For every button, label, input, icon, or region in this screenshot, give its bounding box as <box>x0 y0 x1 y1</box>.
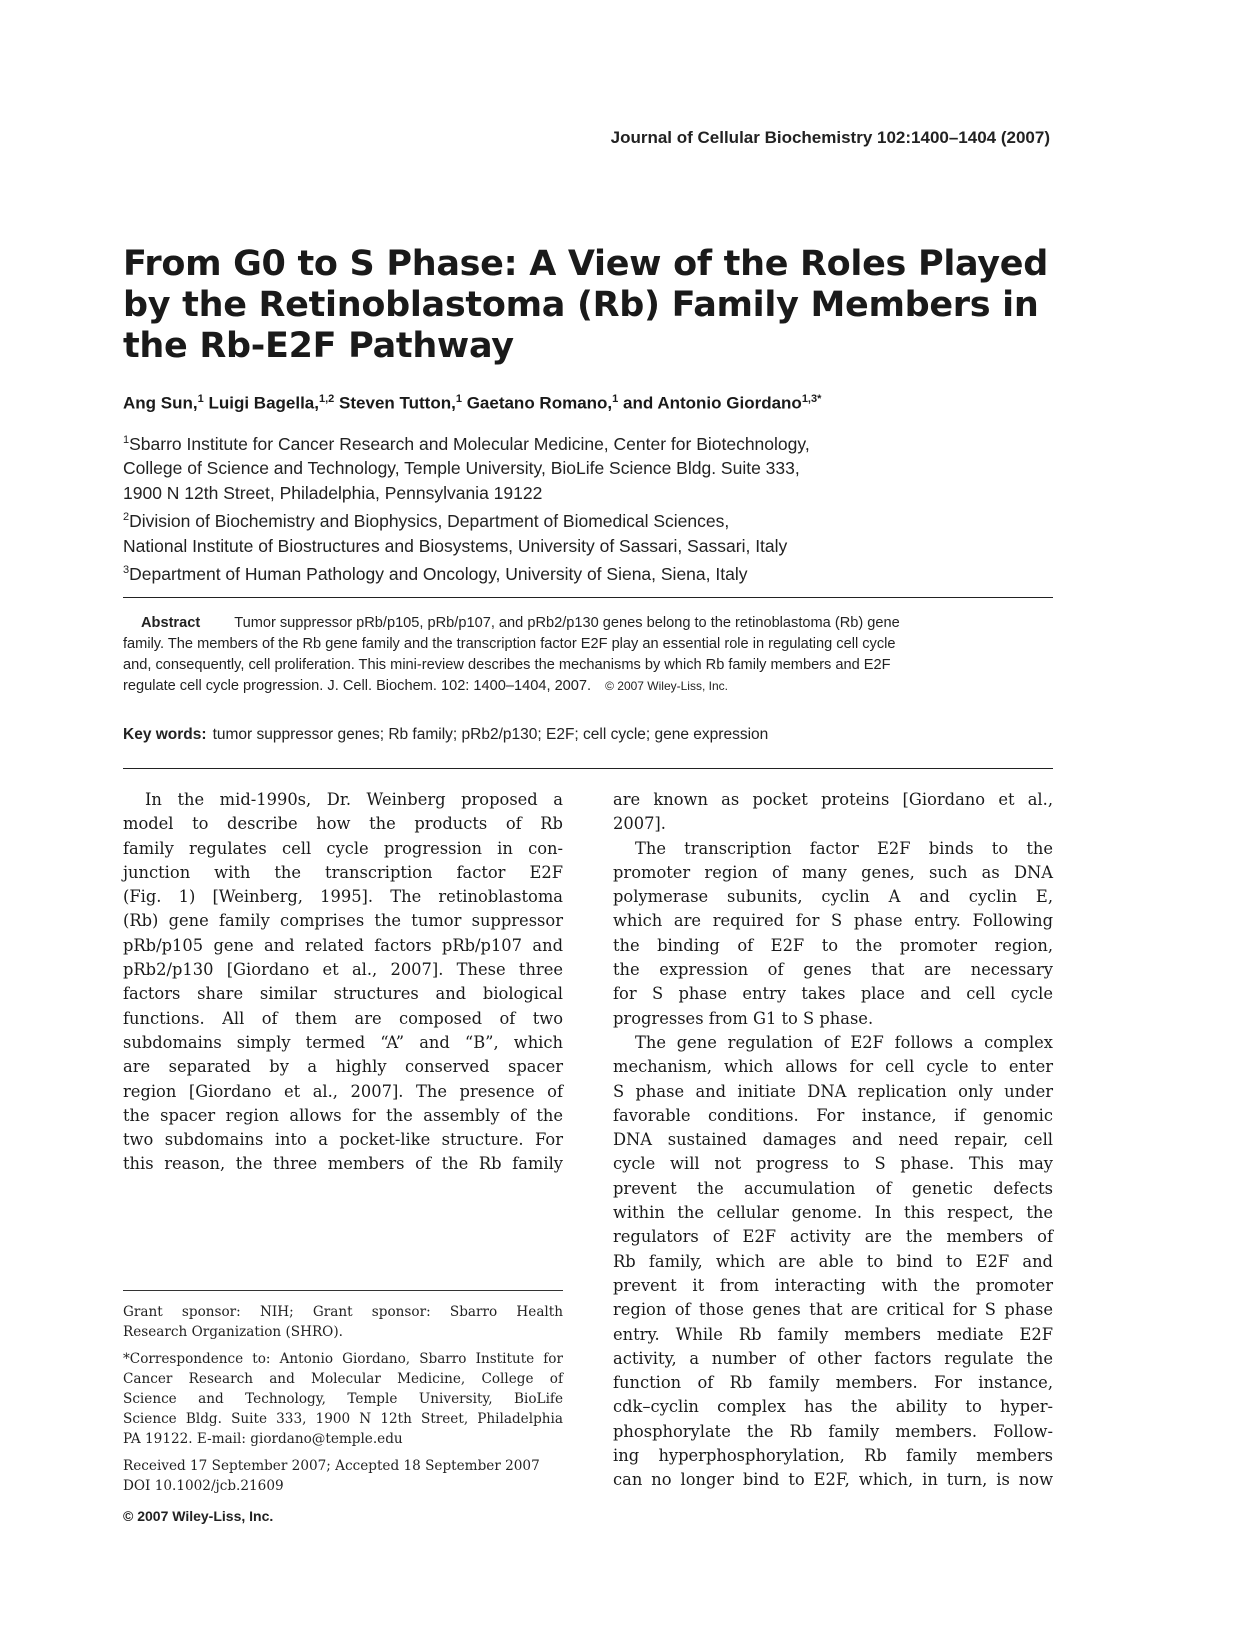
body-line: function of Rb family members. For instance, <box>613 1373 1053 1393</box>
affiliation-text: 1900 N 12th Street, Philadelphia, Pennsylvania 19122 <box>123 482 543 503</box>
body-line: model to describe how the products of Rb <box>123 814 563 834</box>
body-line: activity, a number of other factors regulate the <box>613 1348 1053 1368</box>
body-line: In the mid-1990s, Dr. Weinberg proposed a <box>145 790 563 809</box>
abstract <box>123 613 1053 697</box>
body-line: subdomains simply termed “A” and “B”, which <box>123 1032 563 1052</box>
affiliation-text: Division of Biochemistry and Biophysics, Department of Biomedical Sciences, <box>129 511 730 532</box>
affiliation-mark: 2 <box>123 511 130 524</box>
affiliation-text: Department of Human Pathology and Oncology, University of Siena, Siena, Italy <box>129 563 748 584</box>
author-affiliation-mark: 1 <box>612 393 619 405</box>
body-line: prevent the accumulation of genetic defects <box>613 1178 1053 1198</box>
body-line: polymerase subunits, cyclin A and cyclin E, <box>613 887 1053 907</box>
affiliation-line <box>123 481 1023 506</box>
affiliation-text: National Institute of Biostructures and Biosystems, University of Sassari, Sassari, Italy <box>123 535 788 556</box>
title-line: From G0 to S Phase: A View of the Roles Played <box>123 244 1048 284</box>
right-column <box>613 788 1053 1493</box>
body-line: S phase and initiate DNA replication only under <box>613 1081 1053 1101</box>
body-line: which are required for S phase entry. Following <box>613 911 1053 931</box>
body-line: 2007]. <box>613 814 666 834</box>
affiliation-text: Sbarro Institute for Cancer Research and Molecular Medicine, Center for Biotechnology, <box>129 433 810 454</box>
body-line: cycle will not progress to S phase. This may <box>613 1154 1053 1174</box>
affiliation-mark: 3 <box>123 564 130 577</box>
journal-header: Journal of Cellular Biochemistry 102:1400–1404 (2007) <box>610 128 1050 147</box>
body-line: ing hyperphosphorylation, Rb family members <box>613 1446 1053 1466</box>
title-line: the Rb-E2F Pathway <box>123 326 514 366</box>
footnote-copyright: © 2007 Wiley-Liss, Inc. <box>123 1508 274 1524</box>
body-line: pRb2/p130 [Giordano et al., 2007]. These three <box>123 960 563 980</box>
footnote-rule <box>123 1290 563 1291</box>
body-line: The transcription factor E2F binds to the <box>635 838 1053 858</box>
body-line: regulators of E2F activity are the members of <box>613 1227 1053 1247</box>
correspondence-footnote <box>123 1349 563 1449</box>
author-affiliation-mark: 1,3* <box>801 393 822 405</box>
body-line: Rb family, which are able to bind to E2F and <box>613 1251 1053 1271</box>
footnote-line: *Correspondence to: Antonio Giordano, Sbarro Institute for <box>123 1351 563 1367</box>
body-paragraph <box>613 837 1053 1031</box>
body-line: progresses from G1 to S phase. <box>613 1008 874 1028</box>
body-line: family regulates cell cycle progression in con- <box>123 838 563 858</box>
abstract-line: family. The members of the Rb gene family and the transcription factor E2F play an essential role in regulating cell cycle <box>123 636 896 652</box>
keywords-text: tumor suppressor genes; Rb family; pRb2/p130; E2F; cell cycle; gene expression <box>212 726 769 743</box>
footnote-line: Grant sponsor: NIH; Grant sponsor: Sbarro Health <box>123 1304 563 1320</box>
body-line: are known as pocket proteins [Giordano et al., <box>613 790 1053 809</box>
author-name: Ang Sun, <box>123 393 198 413</box>
footnote-line: Cancer Research and Molecular Medicine, College of <box>123 1371 563 1387</box>
author-name: and Antonio Giordano <box>623 393 802 413</box>
abstract-text: regulate cell cycle progression. J. Cell. Biochem. 102: 1400–1404, 2007. <box>123 678 592 694</box>
body-line: can no longer bind to E2F, which, in turn, is now <box>613 1470 1053 1490</box>
body-line: the spacer region allows for the assembly of the <box>123 1105 563 1125</box>
body-line: region of those genes that are critical for S phase <box>613 1300 1053 1320</box>
body-line: region [Giordano et al., 2007]. The presence of <box>123 1081 563 1101</box>
body-line: functions. All of them are composed of two <box>123 1008 563 1028</box>
body-paragraph <box>613 1031 1053 1493</box>
body-line: promoter region of many genes, such as DNA <box>613 862 1053 882</box>
author-list <box>123 393 821 414</box>
footnotes <box>123 1302 563 1526</box>
body-line: entry. While Rb family members mediate E2F <box>613 1324 1053 1344</box>
paper-title <box>123 244 1048 367</box>
author-affiliation-mark: 1,2 <box>319 393 335 405</box>
affiliation-mark: 1 <box>123 434 130 446</box>
grant-footnote <box>123 1302 563 1342</box>
title-line: by the Retinoblastoma (Rb) Family Members in <box>123 285 1039 325</box>
body-line: two subdomains into a pocket-like structure. For <box>123 1130 563 1150</box>
author-name: Luigi Bagella, <box>208 393 319 413</box>
author-affiliation-mark: 1 <box>455 393 462 405</box>
abstract-text: Tumor suppressor pRb/p105, pRb/p107, and pRb2/p130 genes belong to the retinoblastoma (Rb) gene <box>234 615 900 631</box>
body-line: are separated by a highly conserved spacer <box>123 1057 563 1077</box>
body-line: favorable conditions. For instance, if genomic <box>613 1105 1053 1125</box>
body-line: The gene regulation of E2F follows a complex <box>635 1032 1053 1052</box>
affiliation-line <box>123 534 1023 559</box>
abstract-line: and, consequently, cell proliferation. This mini-review describes the mechanisms by which Rb family members and E2F <box>123 657 891 673</box>
affiliation-line <box>123 456 1023 481</box>
body-line: factors share similar structures and biological <box>123 984 563 1004</box>
body-line: prevent it from interacting with the promoter <box>613 1275 1053 1295</box>
footnote-line: Science and Technology, Temple University, BioLife <box>123 1391 563 1407</box>
received-date: Received 17 September 2007; Accepted 18 September 2007 <box>123 1458 540 1474</box>
keywords <box>123 726 768 744</box>
affiliation-line <box>123 558 1023 586</box>
body-line: pRb/p105 gene and related factors pRb/p107 and <box>123 935 563 955</box>
doi: DOI 10.1002/jcb.21609 <box>123 1478 284 1494</box>
body-line: within the cellular genome. In this respect, the <box>613 1203 1053 1223</box>
abstract-line <box>123 613 1053 634</box>
left-column <box>123 788 563 1177</box>
author-name: Gaetano Romano, <box>466 393 613 413</box>
abstract-bottom-rule <box>123 768 1053 769</box>
affiliations <box>123 428 1023 586</box>
body-line: the binding of E2F to the promoter region, <box>613 935 1053 955</box>
author-affiliation-mark: 1 <box>197 393 204 405</box>
footnote-line: Research Organization (SHRO). <box>123 1324 343 1340</box>
footnote-line: PA 19122. E-mail: giordano@temple.edu <box>123 1431 403 1447</box>
abstract-label: Abstract <box>141 615 201 631</box>
dates-footnote <box>123 1456 563 1496</box>
affiliation-text: College of Science and Technology, Temple University, BioLife Science Bldg. Suite 333, <box>123 458 800 479</box>
body-paragraph <box>123 788 563 1177</box>
body-line: (Fig. 1) [Weinberg, 1995]. The retinoblastoma <box>123 887 563 907</box>
body-line: junction with the transcription factor E2F <box>123 862 563 882</box>
affiliation-line <box>123 428 1023 456</box>
body-line: this reason, the three members of the Rb family <box>123 1154 563 1174</box>
body-line: cdk–cyclin complex has the ability to hyper- <box>613 1397 1053 1417</box>
footnote-line: Science Bldg. Suite 333, 1900 N 12th Street, Philadelphia <box>123 1411 563 1427</box>
author-name: Steven Tutton, <box>339 393 456 413</box>
body-line: DNA sustained damages and need repair, cell <box>613 1130 1053 1150</box>
keywords-label: Key words: <box>123 726 207 743</box>
affiliation-line <box>123 505 1023 533</box>
body-line: mechanism, which allows for cell cycle to enter <box>613 1057 1053 1077</box>
body-line: for S phase entry takes place and cell cycle <box>613 984 1053 1004</box>
abstract-top-rule <box>123 597 1053 598</box>
body-line: the expression of genes that are necessary <box>613 960 1053 980</box>
abstract-copyright: © 2007 Wiley-Liss, Inc. <box>605 679 728 693</box>
body-line: phosphorylate the Rb family members. Follow- <box>613 1421 1053 1441</box>
body-paragraph <box>613 788 1053 837</box>
body-line: (Rb) gene family comprises the tumor suppressor <box>123 911 563 931</box>
abstract-line <box>123 676 1053 697</box>
